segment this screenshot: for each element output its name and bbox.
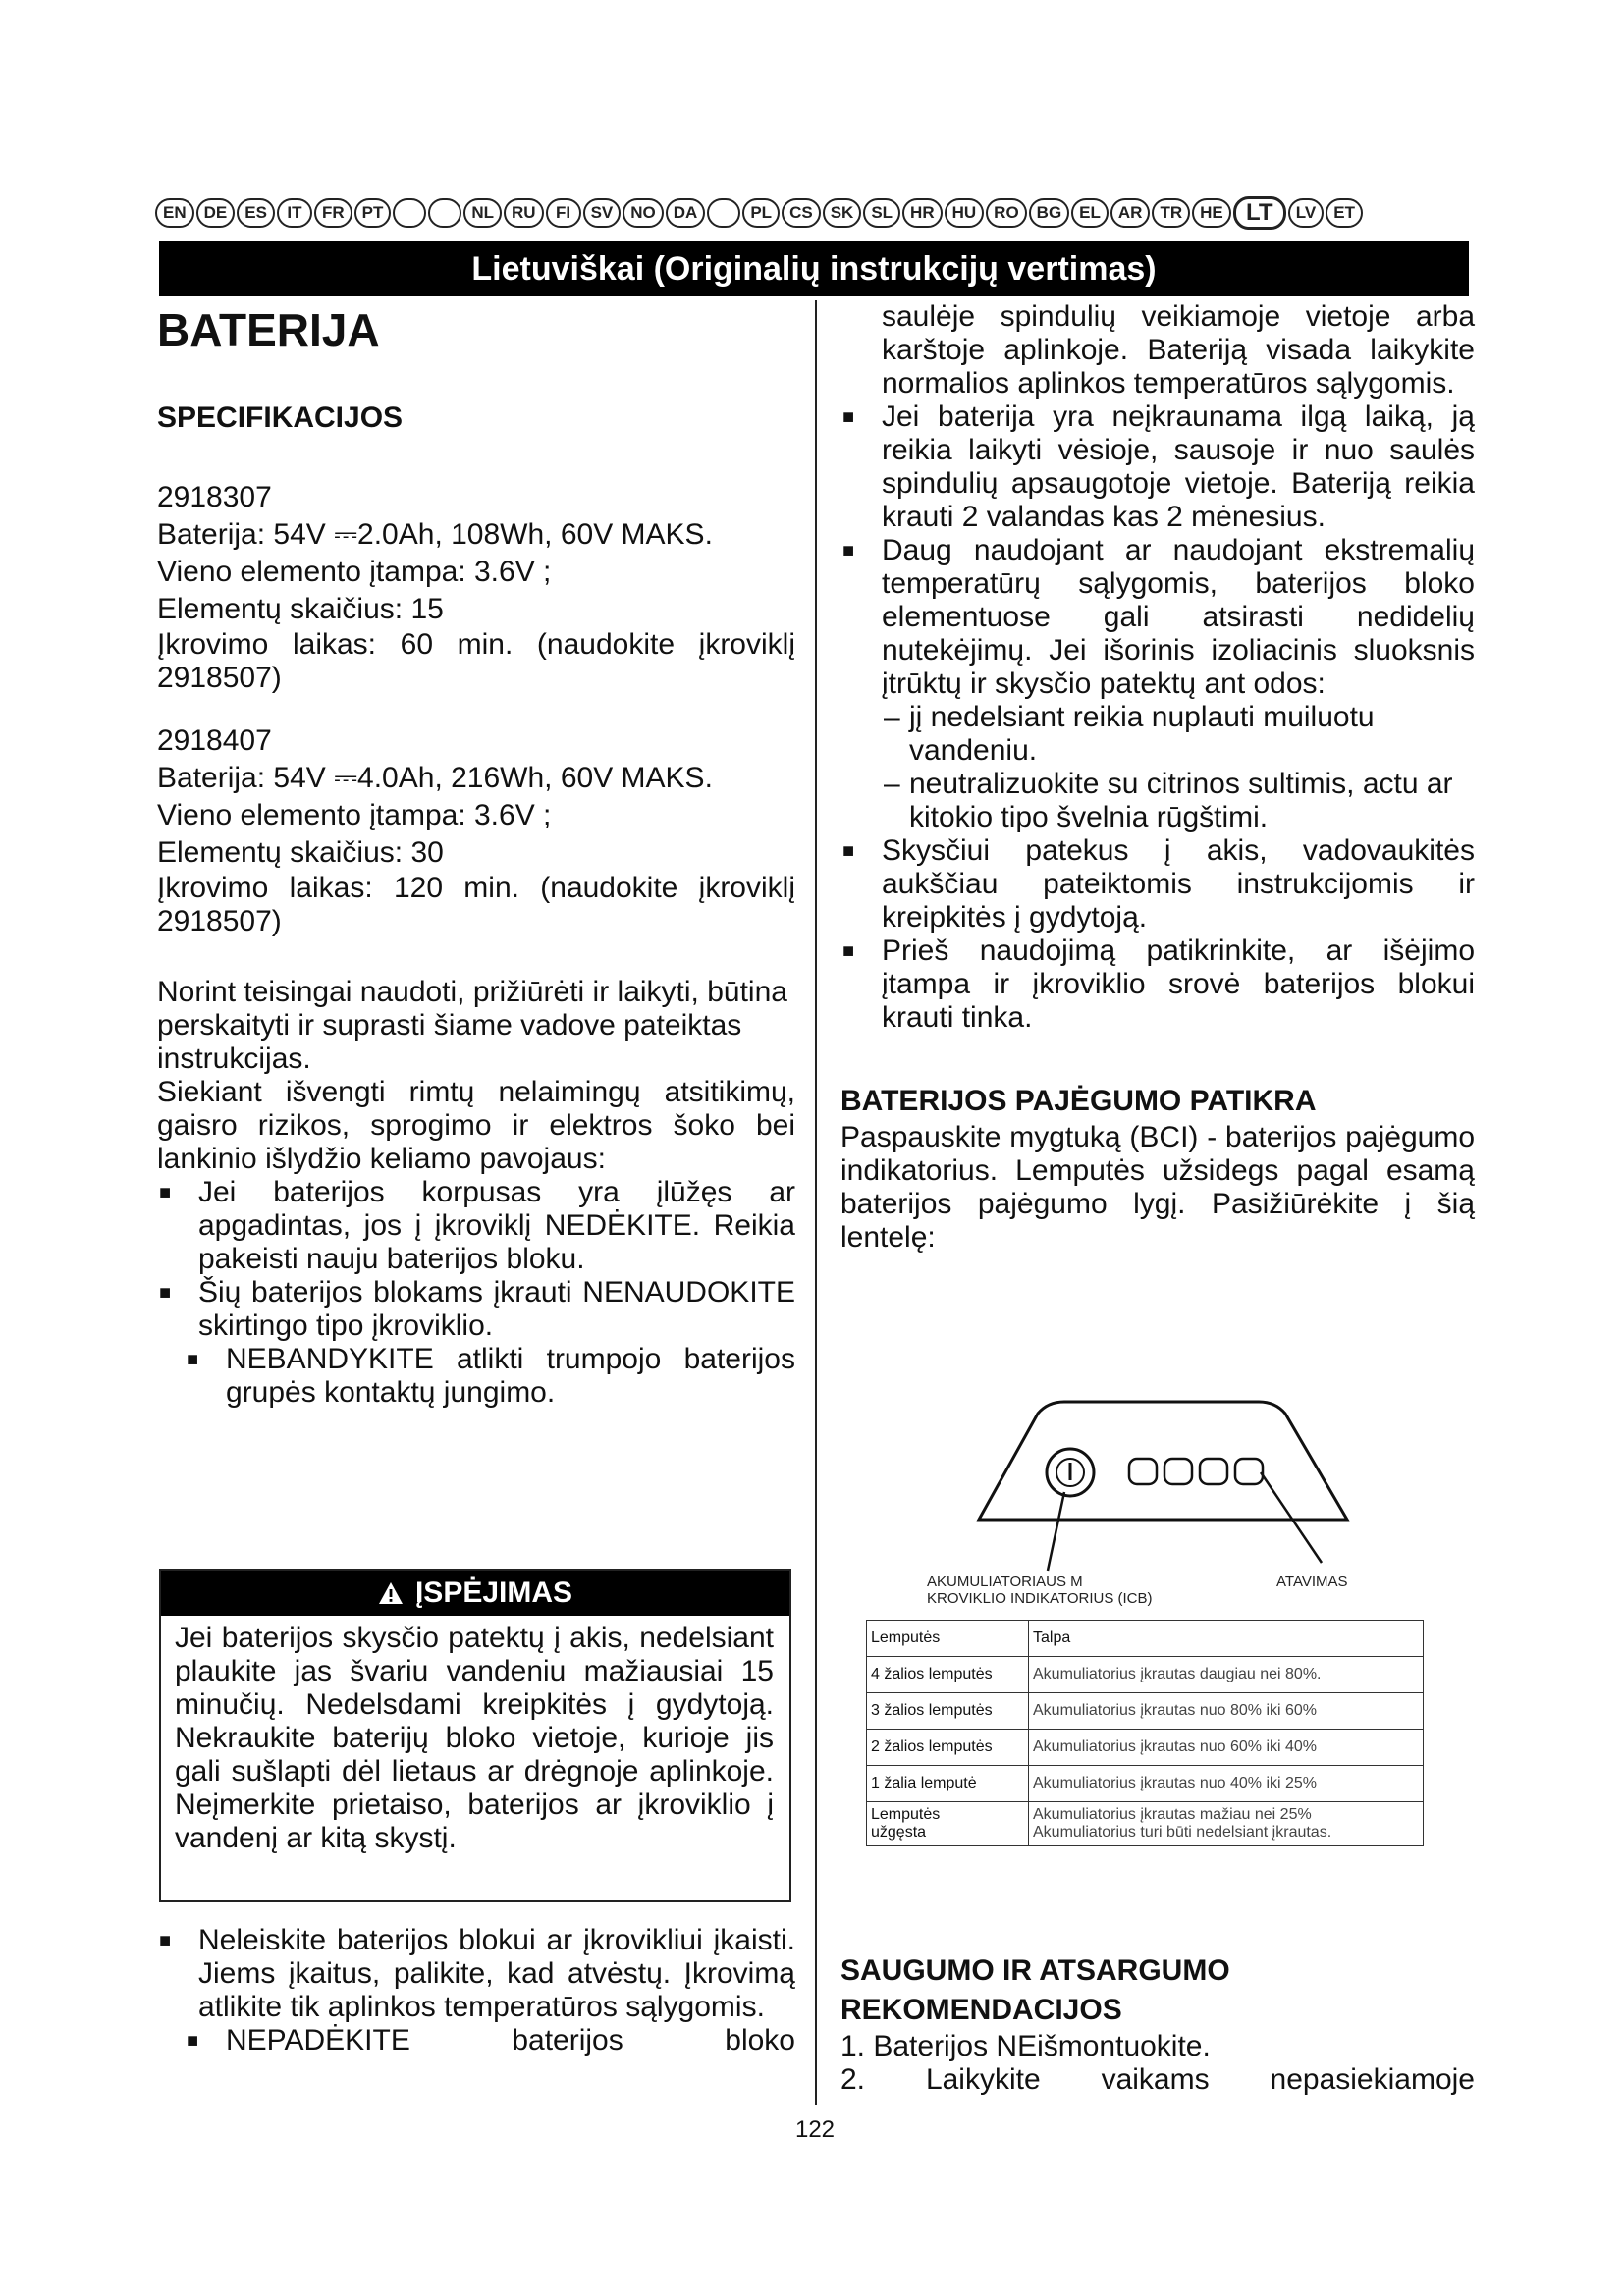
language-tab-ru: RU	[504, 198, 544, 228]
table-row	[867, 1730, 1424, 1766]
table-cell-line: Lemputės	[871, 1806, 941, 1823]
safety-item: 2. Laikykite vaikams nepasiekiamoje	[840, 2063, 1475, 2096]
warning-box	[159, 1569, 791, 1902]
language-tab-sl: SL	[863, 198, 900, 228]
language-tab-de: DE	[196, 198, 236, 228]
language-tab-es: ES	[237, 198, 275, 228]
language-tab-ar: AR	[1110, 198, 1151, 228]
capacity-text: Paspauskite mygtuką (BCI) - baterijos pajėgumo indikatorius. Lemputės užsidegs pagal esamą baterijos pajėgumo lygį. Pasižiūrėkite į šią lentelę:	[840, 1121, 1475, 1254]
list-item: ■ Neleiskite baterijos blokui ar įkrovikliui įkaisti. Jiems įkaitus, palikite, kad atvėstų. Įkrovimą atlikite tik aplinkos temperatūros sąlygomis.	[157, 1924, 795, 2024]
warning-header	[161, 1571, 789, 1616]
indicator-lamp-icon	[1129, 1459, 1157, 1484]
charge-time: Įkrovimo laikas: 120 min. (naudokite įkroviklį	[157, 872, 795, 904]
capacity-table	[866, 1620, 1424, 1846]
continuation-text: saulėje spindulių veikiamoje vietoje arba karštoje aplinkoje. Bateriją visada laikykite normalios aplinkos temperatūros sąlygomis.	[882, 300, 1475, 400]
language-tab-hu: HU	[945, 198, 985, 228]
charge-time: Įkrovimo laikas: 60 min. (naudokite įkroviklį	[157, 628, 795, 661]
capacity-indicator-figure	[846, 1394, 1471, 1885]
battery-spec: Baterija: 54V ⎓4.0Ah, 216Wh, 60V MAKS.	[157, 762, 713, 794]
figure-label: AKUMULIATORIAUS M	[927, 1574, 1083, 1590]
language-tab-hr: HR	[902, 198, 943, 228]
list-item: ■ Jei baterija yra neįkraunama ilgą laiką, ją reikia laikyti vėsioje, sausoje ir nuo saulės spindulių apsaugotoje vietoje. Bateriją reikia krauti 2 valandas kas 2 mėnesius.	[840, 400, 1475, 534]
table-cell-line: užgęsta	[871, 1824, 927, 1841]
safety-heading: REKOMENDACIJOS	[840, 1994, 1122, 2026]
language-tab-empty	[393, 198, 426, 228]
model-number: 2918307	[157, 481, 272, 513]
language-tab-da: DA	[666, 198, 706, 228]
charge-time-cont: 2918507)	[157, 662, 282, 694]
language-tab-empty	[707, 198, 740, 228]
warning-text: Jei baterijos skysčio patektų į akis, nedelsiant plaukite jas švariu vandeniu mažiausiai 15 minučių. Nedelsdami kreipkitės į gydytoją. Nekraukite baterijų bloko vietoje, kurioje jis gali sušlapti dėl lietaus ar drėgnoje aplinkoje. Neįmerkite prietaiso, baterijos ar įkroviklio į vandenį ar kitą skystį.	[175, 1622, 774, 1854]
language-tab-he: HE	[1192, 198, 1231, 228]
dash-text: neutralizuokite su citrinos sultimis, actu ar kitokio tipo švelnia rūgštimi.	[909, 768, 1453, 833]
table-cell: 4 žalios lemputės	[867, 1657, 1029, 1693]
figure-label: ATAVIMAS	[1276, 1574, 1348, 1590]
page-number: 122	[794, 2116, 836, 2143]
warning-triangle-icon	[378, 1581, 404, 1605]
safety-heading: SAUGUMO IR ATSARGUMO	[840, 1954, 1230, 1987]
intro-paragraph: Norint teisingai naudoti, prižiūrėti ir laikyti, būtina perskaityti ir suprasti šiame vadove pateiktas instrukcijas.	[157, 976, 787, 1075]
bottom-bullets	[157, 1924, 795, 2057]
table-header-cell: Talpa	[1029, 1621, 1424, 1657]
safety-bullets	[157, 1176, 795, 1410]
language-tab-nl: NL	[463, 198, 502, 228]
eye-bullets	[840, 834, 1475, 1035]
left-bottom	[157, 1924, 795, 2057]
table-cell: Akumuliatorius įkrautas nuo 80% iki 60%	[1029, 1693, 1424, 1730]
table-cell	[867, 1802, 1029, 1846]
language-tab-et: ET	[1326, 198, 1363, 228]
cell-count: Elementų skaičius: 30	[157, 836, 444, 869]
table-cell	[1029, 1802, 1424, 1846]
column-divider	[815, 300, 817, 2105]
table-cell: 2 žalios lemputės	[867, 1730, 1029, 1766]
avoid-paragraph: Siekiant išvengti rimtų nelaimingų atsitikimų, gaisro rizikos, sprogimo ir elektros šoko bei lankinio išlydžio keliamo pavojaus:	[157, 1076, 795, 1175]
dash-text: jį nedelsiant reikia nuplauti muiluotu vandeniu.	[909, 701, 1375, 767]
language-tab-fr: FR	[314, 198, 352, 228]
cell-count: Elementų skaičius: 15	[157, 593, 444, 625]
language-tab-en: EN	[155, 198, 194, 228]
section-title-bar: Lietuviškai (Originalių instrukcijų vertimas)	[159, 241, 1469, 296]
left-column	[157, 300, 795, 1410]
table-row	[867, 1802, 1424, 1846]
model-number: 2918407	[157, 724, 272, 757]
list-item: ■ Šių baterijos blokams įkrauti NENAUDOKITE skirtingo tipo įkroviklio.	[157, 1276, 795, 1343]
page-heading: BATERIJA	[157, 304, 380, 355]
list-item: ■ Jei baterijos korpusas yra įlūžęs ar apgadintas, jos į įkroviklį NEDĖKITE. Reikia pakeisti nauju baterijos bloku.	[157, 1176, 795, 1276]
right-column	[840, 300, 1475, 1255]
table-cell: Akumuliatorius įkrautas nuo 40% iki 25%	[1029, 1766, 1424, 1802]
charge-time-cont: 2918507)	[157, 905, 282, 937]
list-item: ■ NEBANDYKITE atlikti trumpojo baterijos grupės kontaktų jungimo.	[157, 1343, 795, 1410]
spec-block-1	[157, 479, 795, 695]
list-item: ■ NEPADĖKITE baterijos bloko	[157, 2024, 795, 2057]
language-tab-lt: LT	[1233, 196, 1286, 230]
table-row	[867, 1693, 1424, 1730]
safety-section	[840, 1951, 1475, 2097]
table-row	[867, 1766, 1424, 1802]
safety-item: 1. Baterijos NEišmontuokite.	[840, 2030, 1211, 2062]
list-item: ■ Skysčiui patekus į akis, vadovaukitės aukščiau pateiktomis instrukcijomis ir kreipkitės į gydytoją.	[840, 834, 1475, 934]
table-cell: 3 žalios lemputės	[867, 1693, 1029, 1730]
dash-item: – neutralizuokite su citrinos sultimis, actu ar kitokio tipo švelnia rūgštimi.	[884, 768, 1453, 833]
spec-heading: SPECIFIKACIJOS	[157, 401, 404, 434]
table-row	[867, 1657, 1424, 1693]
indicator-lamp-icon	[1200, 1459, 1227, 1484]
battery-indicator-illustration	[846, 1394, 1471, 1590]
language-tab-pt: PT	[354, 198, 392, 228]
language-tab-el: EL	[1071, 198, 1109, 228]
capacity-heading: BATERIJOS PAJĖGUMO PATIKRA	[840, 1085, 1317, 1117]
language-tab-lv: LV	[1288, 198, 1324, 228]
table-header-cell: Lemputės	[867, 1621, 1029, 1657]
language-tab-tr: TR	[1152, 198, 1190, 228]
figure-label: KROVIKLIO INDIKATORIUS (ICB)	[927, 1590, 1153, 1607]
indicator-lamp-icon	[1235, 1459, 1263, 1484]
spec-block-2	[157, 722, 795, 938]
language-tab-fi: FI	[546, 198, 581, 228]
table-cell: Akumuliatorius įkrautas daugiau nei 80%.	[1029, 1657, 1424, 1693]
table-cell: 1 žalia lemputė	[867, 1766, 1029, 1802]
language-tab-empty	[428, 198, 461, 228]
indicator-lamp-icon	[1164, 1459, 1192, 1484]
warning-title: ĮSPĖJIMAS	[414, 1576, 573, 1609]
language-tab-cs: CS	[782, 198, 821, 228]
language-tab-it: IT	[277, 198, 312, 228]
language-tab-bg: BG	[1029, 198, 1070, 228]
table-cell-line: Akumuliatorius įkrautas mažiau nei 25%	[1033, 1806, 1312, 1823]
language-tab-strip	[155, 196, 1471, 230]
dash-item: – jį nedelsiant reikia nuplauti muiluotu vandeniu.	[884, 701, 1375, 767]
list-item: ■ Prieš naudojimą patikrinkite, ar išėjimo įtampa ir įkroviklio srovė baterijos blokui krauti tinka.	[840, 934, 1475, 1035]
storage-bullets	[840, 400, 1475, 701]
list-item: ■ Daug naudojant ar naudojant ekstremalių temperatūrų sąlygomis, baterijos bloko elementuose gali atsirasti nedidelių nutekėjimų. Jei išorinis izoliacinis sluoksnis įtrūktų ir skysčio patektų ant odos:	[840, 534, 1475, 701]
language-tab-sv: SV	[583, 198, 622, 228]
table-cell-line: Akumuliatorius turi būti nedelsiant įkrautas.	[1033, 1824, 1332, 1841]
language-tab-sk: SK	[823, 198, 862, 228]
battery-spec: Baterija: 54V ⎓2.0Ah, 108Wh, 60V MAKS.	[157, 518, 713, 551]
cell-voltage: Vieno elemento įtampa: 3.6V ;	[157, 556, 552, 588]
language-tab-no: NO	[623, 198, 664, 228]
table-cell: Akumuliatorius įkrautas nuo 60% iki 40%	[1029, 1730, 1424, 1766]
cell-voltage: Vieno elemento įtampa: 3.6V ;	[157, 799, 552, 831]
table-header-row	[867, 1621, 1424, 1657]
language-tab-pl: PL	[742, 198, 780, 228]
language-tab-ro: RO	[986, 198, 1027, 228]
